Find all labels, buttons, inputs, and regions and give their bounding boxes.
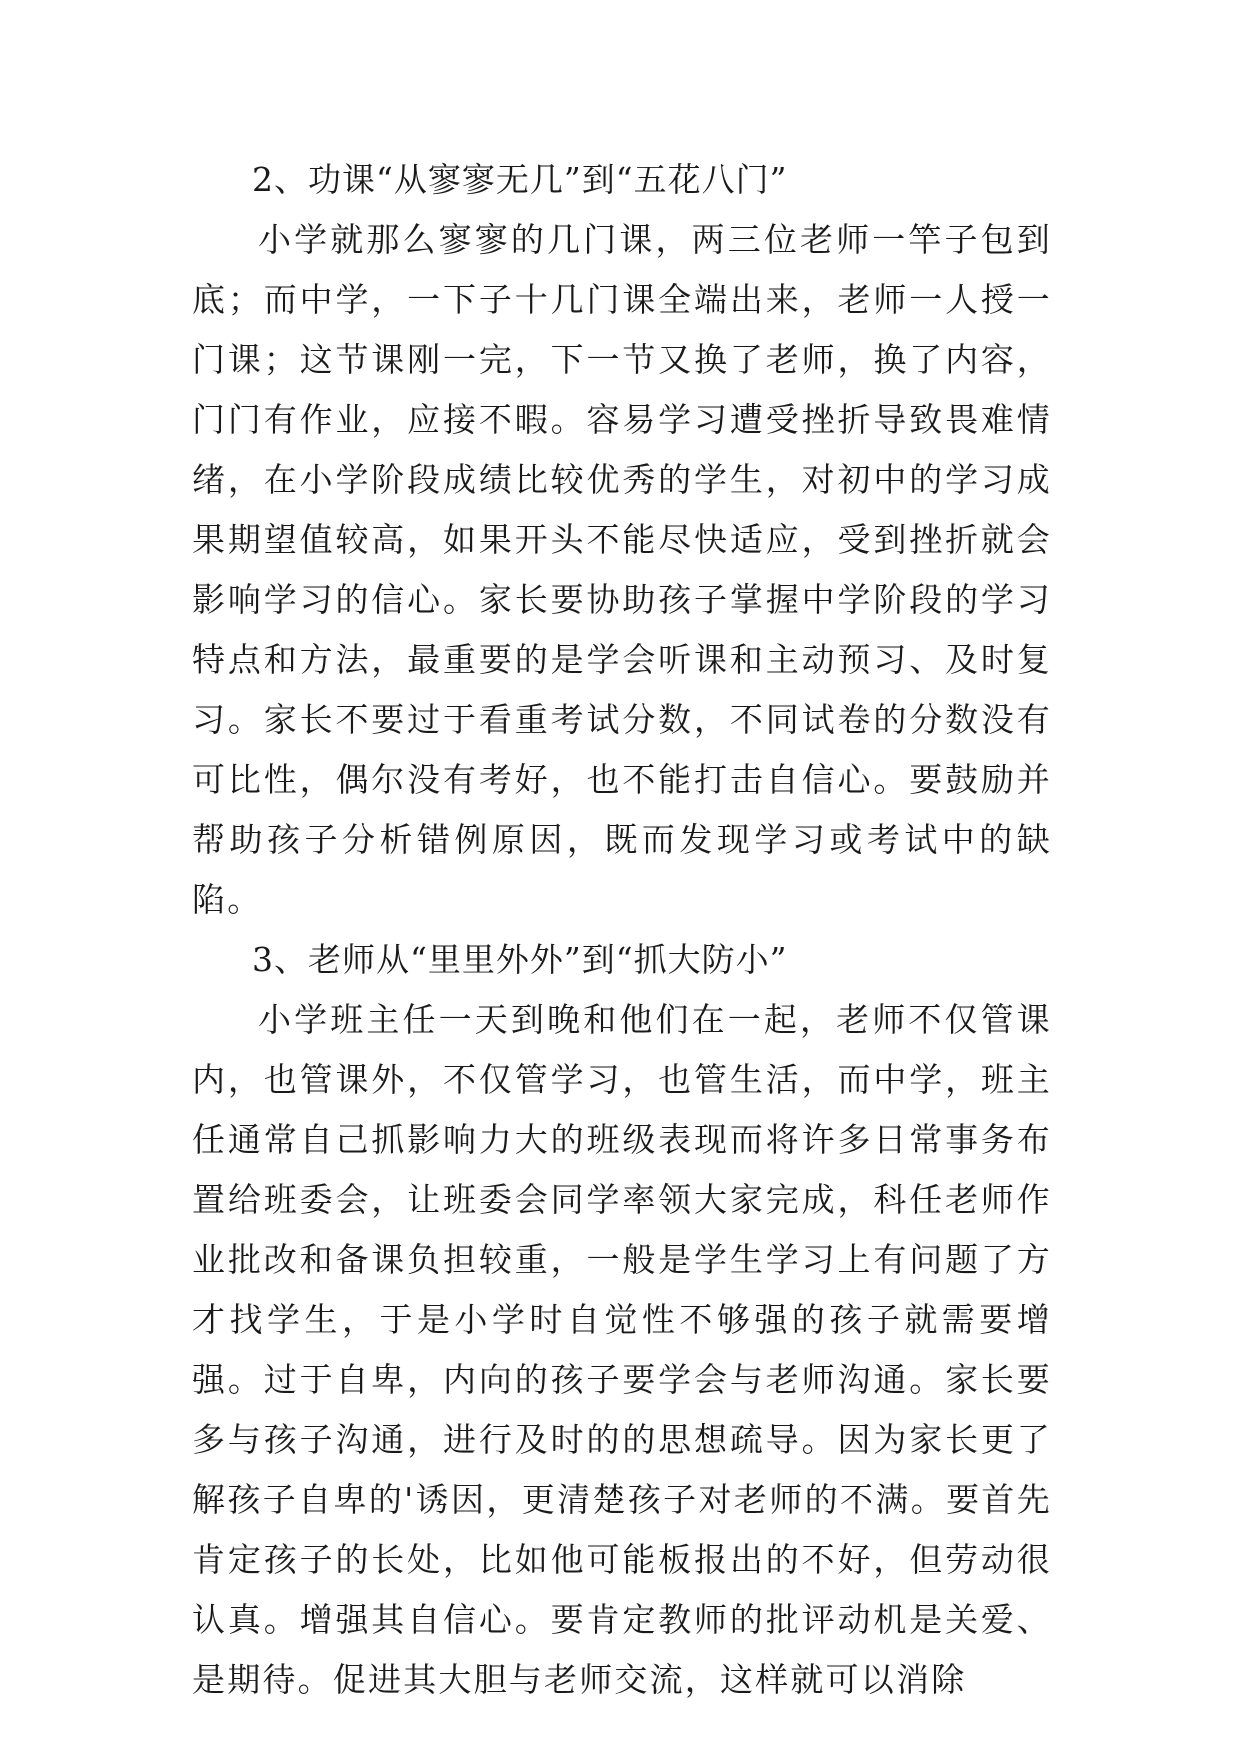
document-body (192, 150, 1052, 1710)
section-heading-2: 2、功课“从寥寥无几”到“五花八门” (252, 160, 788, 199)
section-paragraph-2: 小学就那么寥寥的几门课，两三位老师一竿子包到底；而中学，一下子十几门课全端出来，老师一人授一门课；这节课刚一完，下一节又换了老师，换了内容，门门有作业，应接不暇。容易学习遭受挫折导致畏难情绪，在小学阶段成绩比较优秀的学生，对初中的学习成果期望值较高，如果开头不能尽快适应，受到挫折就会影响学习的信心。家长要协助孩子掌握中学阶段的学习特点和方法，最重要的是学会听课和主动预习、及时复习。家长不要过于看重考试分数，不同试卷的分数没有可比性，偶尔没有考好，也不能打击自信心。要鼓励并帮助孩子分析错例原因，既而发现学习或考试中的缺陷。 (192, 220, 1052, 919)
section-paragraph-3: 小学班主任一天到晚和他们在一起，老师不仅管课内，也管课外，不仅管学习，也管生活，而中学，班主任通常自己抓影响力大的班级表现而将许多日常事务布置给班委会，让班委会同学率领大家完成，科任老师作业批改和备课负担较重，一般是学生学习上有问题了方才找学生，于是小学时自觉性不够强的孩子就需要增强。过于自卑，内向的孩子要学会与老师沟通。家长要多与孩子沟通，进行及时的的思想疏导。因为家长更了解孩子自卑的'诱因，更清楚孩子对老师的不满。要首先肯定孩子的长处，比如他可能板报出的不好，但劳动很认真。增强其自信心。要肯定教师的批评动机是关爱、是期待。促进其大胆与老师交流，这样就可以消除 (192, 1000, 1052, 1699)
section-heading-3: 3、老师从“里里外外”到“抓大防小” (252, 940, 788, 979)
